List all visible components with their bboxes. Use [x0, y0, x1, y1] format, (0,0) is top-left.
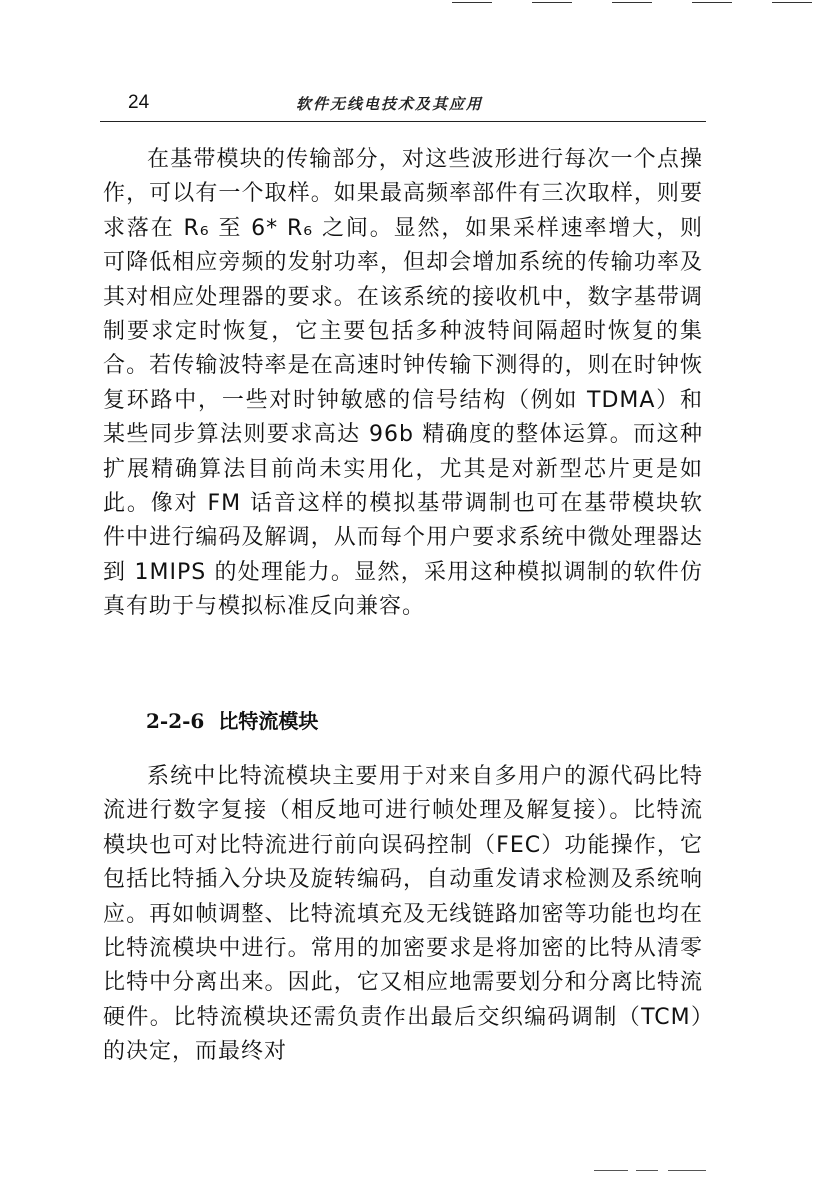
body-paragraph-2: 系统中比特流模块主要用于对来自多用户的源代码比特流进行数字复接（相反地可进行帧处理及解复接）。比特流模块也可对比特流进行前向误码控制（FEC）功能操作，它包括比特插入分块及旋转编码，自动重发请求检测及系统响应。再如帧调整、比特流填充及无线链路加密等功能也均在比特流模块中进行。常用的加密要求是将加密的比特从清零比特中分离出来。因此，它又相应地需要划分和分离比特流硬件。比特流模块还需负责作出最后交织编码调制（TCM）的决定，而最终对 [103, 764, 703, 1065]
scan-mark-top-5 [772, 2, 812, 3]
body-paragraph-1: 在基带模块的传输部分，对这些波形进行每次一个点操作，可以有一个取样。如果最高频率部件有三次取样，则要求落在 R₆ 至 6* R₆ 之间。显然，如果采样速率增大，则可降低相应旁频的发射功率，但却会增加系统的传输功率及其对相应处理器的要求。在该系统的接收机中，数字基带调制要求定时恢复，它主要包括多种波特间隔超时恢复的集合。若传输波特率是在高速时钟传输下测得的，则在时钟恢复环路中，一些对时钟敏感的信号结构（例如 TDMA）和某些同步算法则要求高达 96b 精确度的整体运算。而这种扩展精确算法目前尚未实用化，尤其是对新型芯片更是如此。像对 FM 话音这样的模拟基带调制也可在基带模块软件中进行编码及解调，从而每个用户要求系统中微处理器达到 1MIPS 的处理能力。显然，采用这种模拟调制的软件仿真有助于与模拟标准反向兼容。 [103, 147, 703, 620]
footer-mark-1 [594, 1170, 628, 1171]
footer-mark-3 [668, 1170, 706, 1171]
page-number: 24 [128, 92, 150, 113]
footer-scan-marks [594, 1170, 714, 1172]
scan-mark-top-4 [692, 2, 732, 3]
section-title: 比特流模块 [218, 709, 319, 733]
footer-mark-2 [636, 1170, 658, 1171]
page-header [100, 88, 706, 118]
section-heading [146, 705, 318, 734]
running-title: 软件无线电技术及其应用 [296, 95, 484, 113]
scan-mark-top-2 [532, 2, 572, 3]
header-rule [100, 121, 706, 122]
scan-mark-top-1 [452, 2, 492, 3]
section-number: 2-2-6 [146, 709, 205, 733]
scan-mark-top-3 [612, 2, 652, 3]
